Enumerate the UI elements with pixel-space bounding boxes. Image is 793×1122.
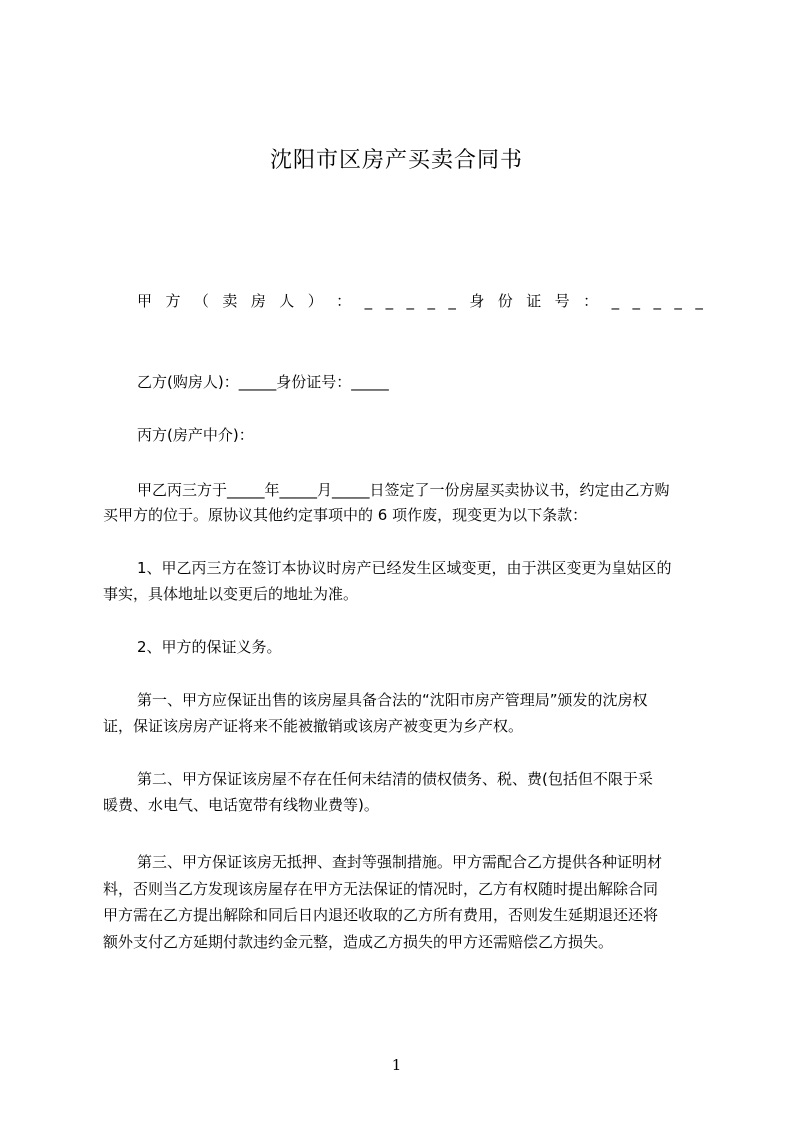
clause1-line-1: 1、甲乙丙三方在签订本协议时房产已经发生区域变更，由于洪区变更为皇姑区的 [137,559,672,577]
party-a-char: 卖 [222,292,238,310]
item3-line-4: 额外支付乙方延期付款违约金元整，造成乙方损失的甲方还需赔偿乙方损失。 [103,933,614,951]
page-number: 1 [391,1056,402,1074]
intro-line-1: 甲乙丙三方于_____年_____月_____日签定了一份房屋买卖协议书，约定由乙方购 [137,481,670,499]
item2-line-1: 第二、甲方保证该房屋不存在任何未结清的债权债务、税、费(包括但不限于采 [137,770,653,788]
party-a-char: 甲 [137,292,153,310]
party-a-char: ： [336,292,352,310]
intro-line-2: 买甲方的位于。原协议其他约定事项中的 6 项作废，现变更为以下条款： [103,506,588,524]
party-a-char: 房 [250,292,266,310]
party-a-char: 份 [497,292,513,310]
party-a-char: ： [583,292,599,310]
party-a-char: _ [632,292,641,310]
party-a-char: 号 [554,292,570,310]
party-b-line: 乙方(购房人)：_____身份证号：_____ [137,373,389,391]
party-a-char: _ [364,292,373,310]
party-a-char: _ [427,292,435,310]
party-c-line: 丙方(房产中介)： [137,426,254,444]
party-a-char: 方 [165,292,181,310]
party-a-char: 人 [279,292,295,310]
party-a-char: 证 [526,292,542,310]
party-a-char: ） [307,292,323,310]
party-a-char: _ [695,292,703,310]
party-a-char: _ [385,292,394,310]
item3-line-1: 第三、甲方保证该房无抵押、查封等强制措施。甲方需配合乙方提供各种证明材 [137,853,663,871]
item3-line-2: 料，否则当乙方发现该房屋存在甲方无法保证的情况时，乙方有权随时提出解除合同 [103,880,659,898]
contract-title: 沈阳市区房产买卖合同书 [269,148,523,173]
item3-line-3: 甲方需在乙方提出解除和同后日内退还收取的乙方所有费用，否则发生延期退还还将 [103,906,659,924]
party-a-char: _ [406,292,414,310]
item1-line-2: 证，保证该房房产证将来不能被撤销或该房产被变更为乡产权。 [103,717,524,735]
party-a-line [137,291,703,311]
party-a-char: _ [653,292,661,310]
party-a-char: _ [448,292,456,310]
item1-line-1: 第一、甲方应保证出售的该房屋具备合法的“沈阳市房产管理局”颁发的沈房权 [137,691,648,709]
clause2-heading: 2、甲方的保证义务。 [137,638,282,656]
clause1-line-2: 事实，具体地址以变更后的地址为准。 [103,585,359,603]
party-a-char: （ [193,292,209,310]
party-a-char: _ [611,292,620,310]
party-a-char: 身 [469,292,485,310]
item2-line-2: 暖费、水电气、电话宽带有线物业费等)。 [103,796,379,814]
party-a-char: _ [674,292,682,310]
